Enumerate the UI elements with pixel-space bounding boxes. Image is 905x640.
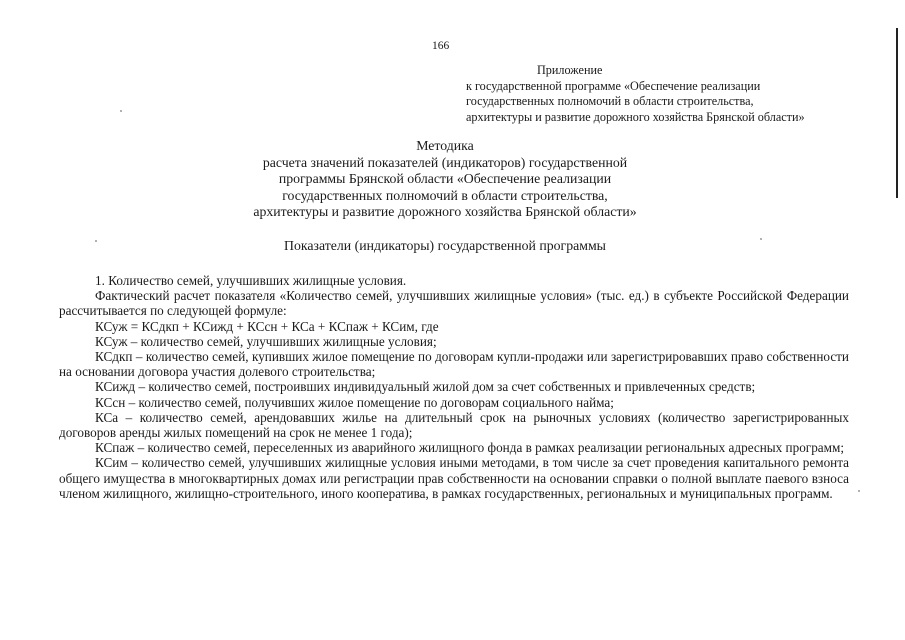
paragraph: КСсн – количество семей, получивших жилое помещение по договорам социального найма;: [95, 394, 614, 410]
scan-speck: [120, 110, 122, 112]
appendix-line: архитектуры и развитие дорожного хозяйства Брянской области»: [466, 109, 805, 124]
paragraph: Фактический расчет показателя «Количество семей, улучшивших жилищные условия» (тыс. ед.) в субъекте Российской Федерации рассчитывается по следующей формуле:: [59, 288, 849, 319]
title-line: Методика: [416, 138, 474, 153]
scan-speck: [760, 238, 762, 240]
scan-speck: [858, 490, 860, 492]
paragraph: КСа – количество семей, арендовавших жилье на длительный срок на рыночных условиях (количество зарегистрированных договоров аренды жилых помещений на срок не менее 1 года);: [59, 409, 849, 441]
scan-edge-line: [896, 28, 898, 198]
title-line: программы Брянской области «Обеспечение реализации: [278, 171, 612, 187]
appendix-line: государственных полномочий в области строительства,: [466, 94, 754, 108]
paragraph: КСим – количество семей, улучшивших жилищные условия иными методами, в том числе за счет проведения капитального ремонта общего имущества в многоквартирных домах или регистрации прав собственности на основании справки о полной выплате паевого взноса членом жилищного, жилищно-строительного, иного кооператива, в рамках государственных, региональных и муниципальных программ.: [59, 455, 849, 501]
scan-speck: [95, 240, 97, 242]
paragraph-heading: 1. Количество семей, улучшивших жилищные условия.: [95, 273, 407, 288]
document-title: [230, 138, 660, 221]
paragraph: КСижд – количество семей, построивших индивидуальный жилой дом за счет собственных и привлеченных средств;: [95, 379, 756, 395]
body-text: [59, 273, 849, 501]
appendix-block: [466, 63, 805, 125]
section-subtitle: Показатели (индикаторы) государственной программы: [284, 238, 606, 253]
paragraph: КСдкп – количество семей, купивших жилое помещение по договорам купли-продажи или зарегистрировавших право собственности на основании договора участия долевого строительства;: [59, 349, 849, 380]
title-line: государственных полномочий в области строительства,: [282, 187, 608, 203]
paragraph: КСпаж – количество семей, переселенных из аварийного жилищного фонда в рамках реализации региональных адресных программ;: [95, 440, 844, 456]
title-line: расчета значений показателей (индикаторов) государственной: [262, 154, 628, 170]
page-number: 166: [432, 40, 450, 52]
title-line: архитектуры и развитие дорожного хозяйства Брянской области»: [253, 204, 637, 220]
formula: КСуж = КСдкп + КСижд + КСсн + КСа + КСпаж + КСим, где: [95, 318, 439, 334]
paragraph: КСуж – количество семей, улучшивших жилищные условия;: [95, 333, 437, 349]
appendix-heading: Приложение: [537, 63, 603, 77]
appendix-line: к государственной программе «Обеспечение реализации: [466, 78, 761, 93]
